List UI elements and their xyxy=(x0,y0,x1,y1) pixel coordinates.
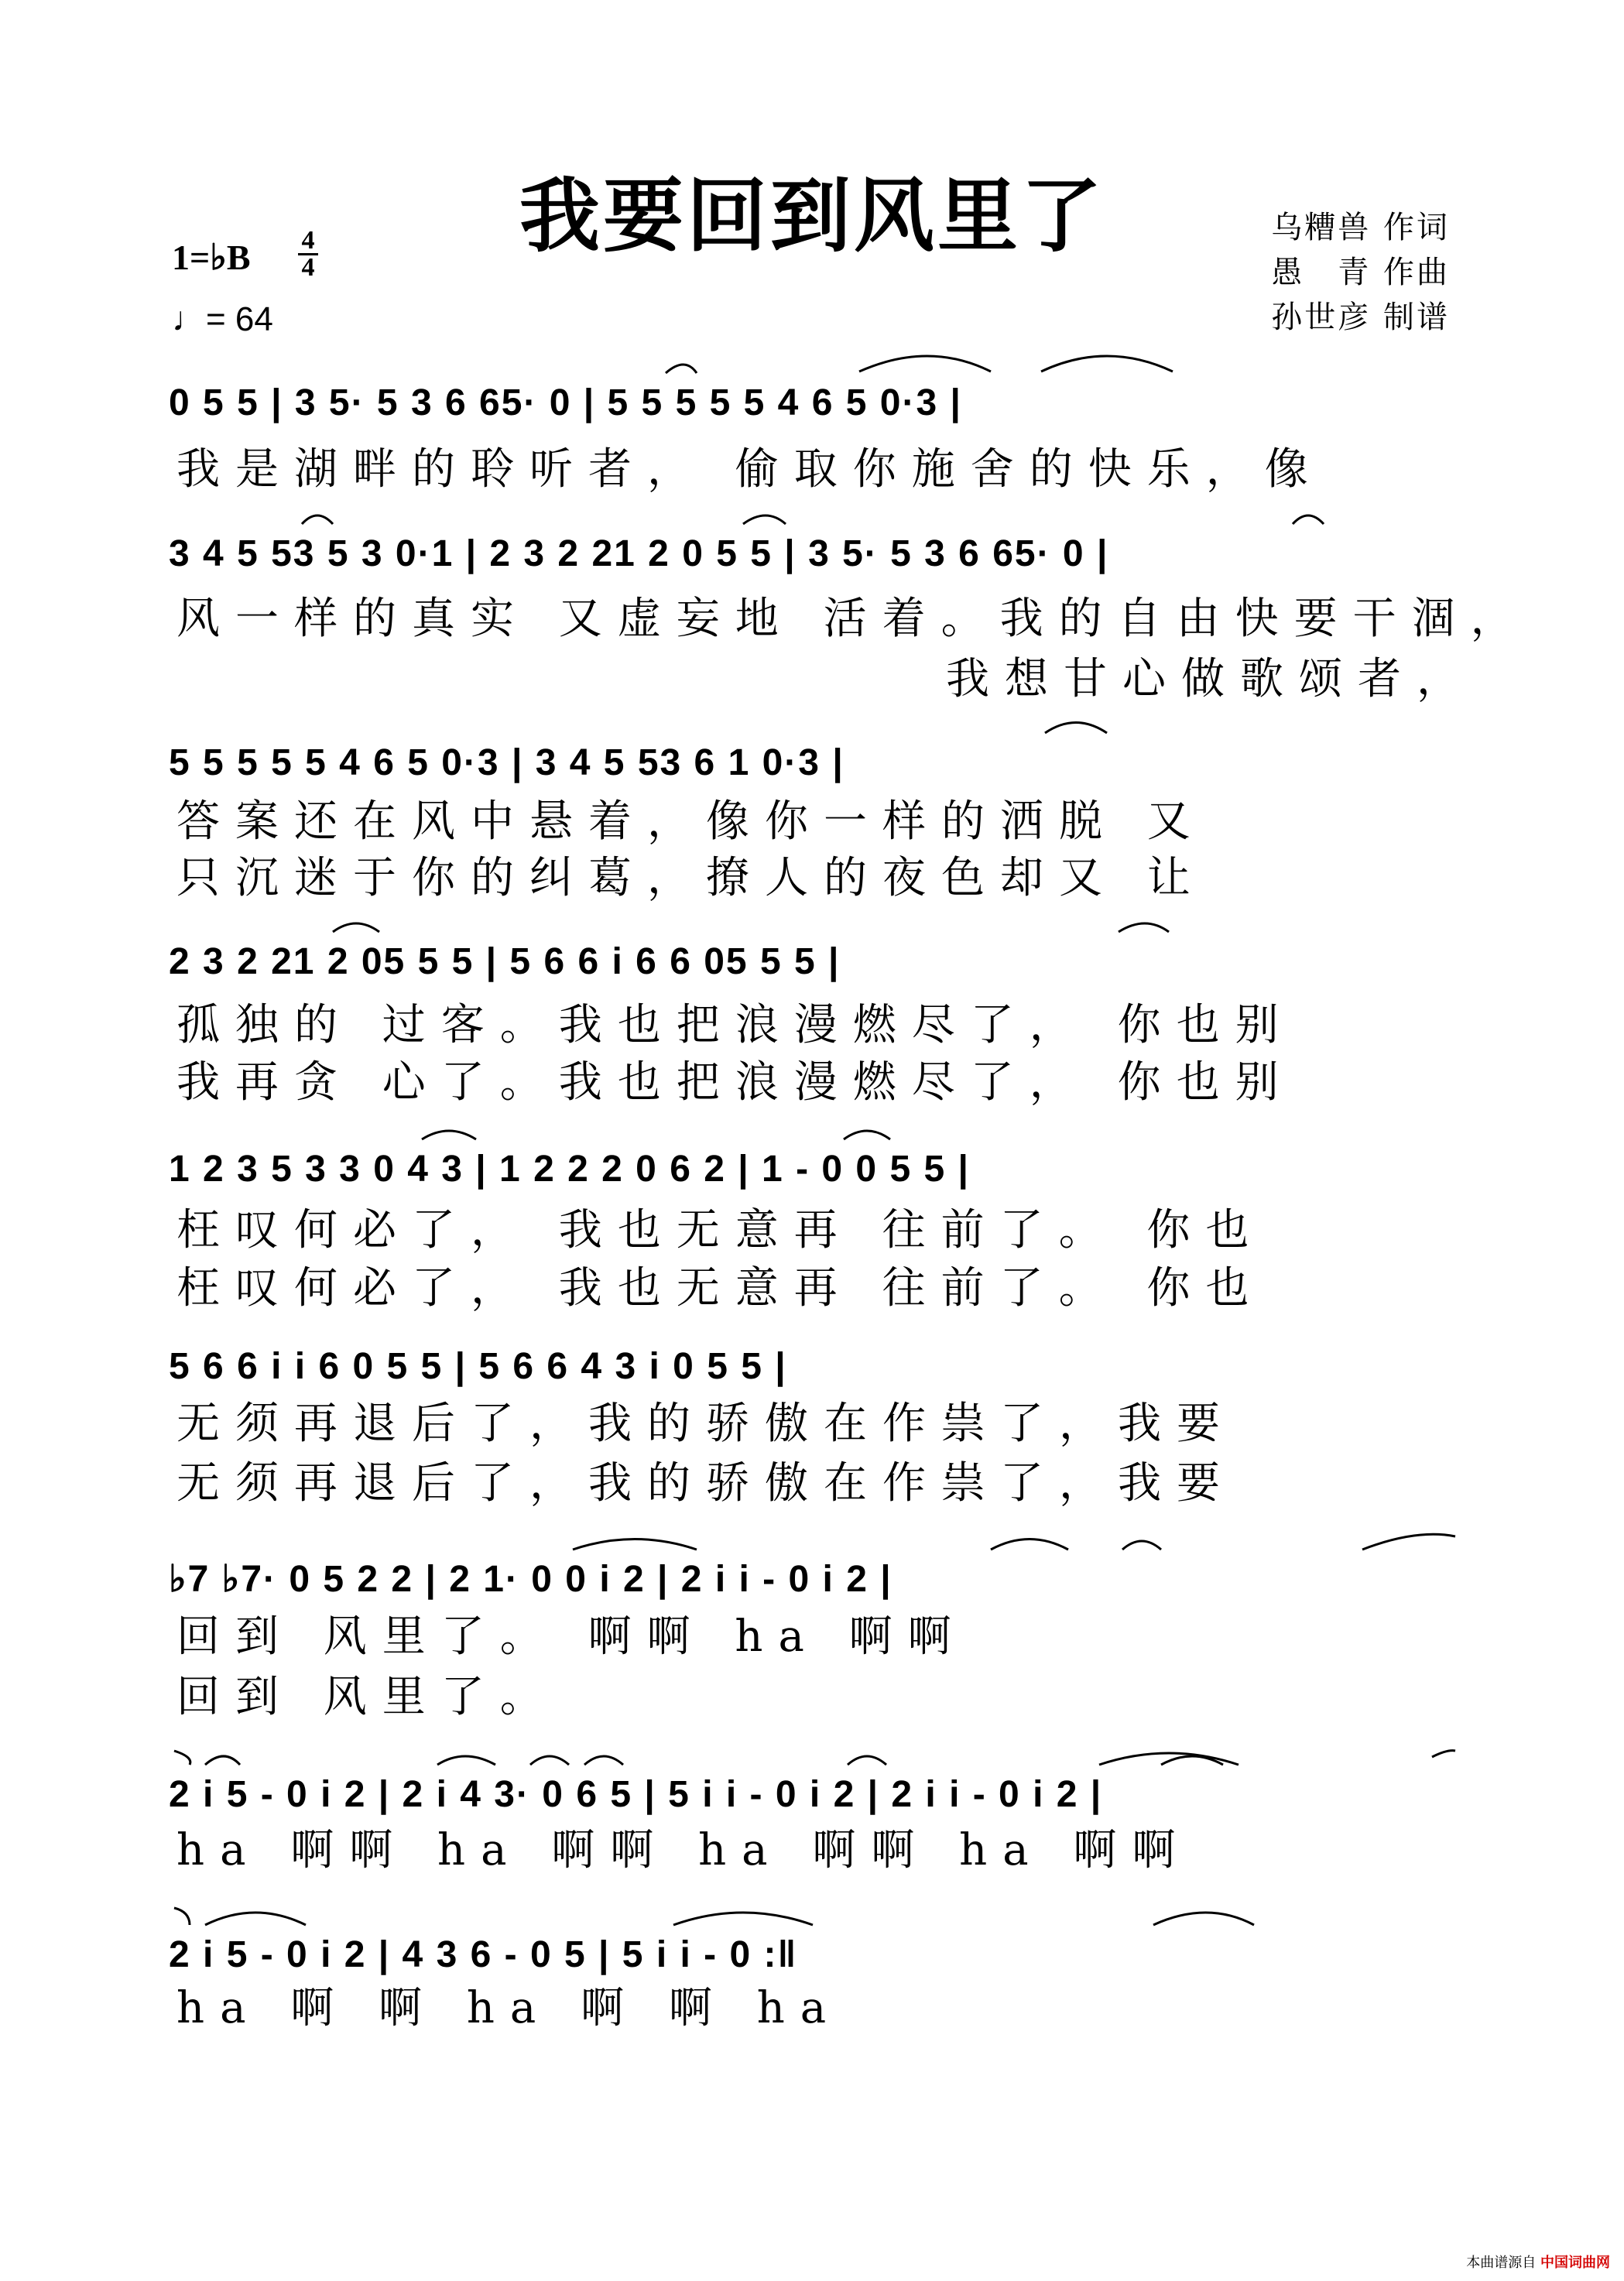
tie-arc xyxy=(1293,515,1324,524)
lyric-row-9-verse-1: ha 啊 啊 ha 啊 啊 ha xyxy=(176,1983,842,2033)
lyric-row-4-verse-2: 我再贪 心了。我也把浪漫燃尽了， 你也别 xyxy=(176,1057,1294,1108)
lyric-row-3-verse-1: 答案还在风中悬着，像你一样的洒脱 又 xyxy=(176,796,1206,847)
triplet-bracket xyxy=(859,356,991,372)
notation-row-5: 1 2 3 5 3 3 0 4 3 | 1 2 2 2 0 6 2 | 1 - 0 0 5 5 | xyxy=(169,1149,970,1190)
slur-arc xyxy=(205,1756,240,1765)
triplet-bracket xyxy=(1041,356,1173,372)
slur-arc xyxy=(1153,1913,1254,1925)
tie-arc xyxy=(666,365,697,373)
lyric-row-5-verse-1: 枉叹何必了， 我也无意再 往前了。 你也 xyxy=(176,1205,1265,1255)
lyric-row-1-verse-1: 我是湖畔的聆听者， 偷取你施舍的快乐，像 xyxy=(176,444,1324,495)
tie-arc xyxy=(743,515,786,524)
slur-arc xyxy=(1432,1751,1455,1757)
notation-row-1: 0 5 5 | 3 5· 5 3 6 65· 0 | 5 5 5 5 5 4 6 5 0·3 | xyxy=(169,382,962,423)
song-title: 我要回到风里了 xyxy=(519,168,1105,263)
lyric-row-6-verse-2: 无须再退后了，我的骄傲在作祟了，我要 xyxy=(176,1458,1235,1509)
tie-arc xyxy=(1045,723,1107,734)
slur-arc xyxy=(174,1751,190,1765)
slur-arc xyxy=(1362,1534,1455,1550)
notation-row-3: 5 5 5 5 5 4 6 5 0·3 | 3 4 5 53 6 1 0·3 | xyxy=(169,742,845,783)
tie-arc xyxy=(333,923,379,932)
footer-source-text: 本曲谱源自 xyxy=(1466,2255,1537,2271)
tempo-marking: ♩= 64 xyxy=(172,300,273,338)
slur-arc xyxy=(205,1913,306,1925)
lyric-row-2-verse-2: 我想甘心做歌颂者， xyxy=(946,654,1475,704)
notation-row-7: ♭7 ♭7· 0 5 2 2 | 2 1· 0 0 i 2 | 2 i i - 0 i 2 | xyxy=(169,1559,893,1600)
lyric-row-4-verse-1: 孤独的 过客。我也把浪漫燃尽了， 你也别 xyxy=(176,1000,1294,1050)
lyricist-credit: 乌糟兽 作词 xyxy=(1271,210,1450,245)
notation-row-6: 5 6 6 i i 6 0 5 5 | 5 6 6 4 3 i 0 5 5 | xyxy=(169,1346,787,1387)
slur-arc xyxy=(673,1913,813,1925)
slur-arc xyxy=(1122,1541,1161,1550)
slur-arc xyxy=(530,1756,569,1765)
tie-arc xyxy=(422,1131,476,1139)
key-signature: 1=♭B xyxy=(172,238,251,277)
tie-arc xyxy=(844,1131,890,1139)
time-signature-top: 4 xyxy=(301,226,315,255)
footer-site-link[interactable]: 中国词曲网 xyxy=(1540,2255,1610,2271)
notation-row-2: 3 4 5 53 5 3 0·1 | 2 3 2 21 2 0 5 5 | 3 5· 5 3 6 65· 0 | xyxy=(169,533,1109,574)
tie-arc xyxy=(1119,923,1169,932)
notation-row-9: 2 i 5 - 0 i 2 | 4 3 6 - 0 5 | 5 i i - 0 :‖ xyxy=(169,1934,798,1975)
lyric-row-5-verse-2: 枉叹何必了， 我也无意再 往前了。 你也 xyxy=(176,1263,1265,1313)
lyric-row-7-verse-2: 回到 风里了。 xyxy=(176,1672,559,1722)
arranger-credit: 孙世彦 制谱 xyxy=(1271,300,1450,335)
tie-arc xyxy=(573,1540,697,1550)
lyric-row-6-verse-1: 无须再退后了，我的骄傲在作祟了，我要 xyxy=(176,1399,1235,1449)
slur-arc xyxy=(174,1908,190,1925)
composer-credit: 愚 青 作曲 xyxy=(1271,255,1450,290)
lyric-row-2-verse-1: 风一样的真实 又虚妄地 活着。我的自由快要干涸， xyxy=(176,594,1530,644)
lyric-row-3-verse-2: 只沉迷于你的纠葛，撩人的夜色却又 让 xyxy=(176,853,1206,903)
notation-row-8: 2 i 5 - 0 i 2 | 2 i 4 3· 0 6 5 | 5 i i - 0 i 2 | 2 i i - 0 i 2 | xyxy=(169,1774,1103,1815)
source-footer xyxy=(1466,2252,1610,2272)
notation-row-4: 2 3 2 21 2 05 5 5 | 5 6 6 i 6 6 05 5 5 | xyxy=(169,941,841,982)
slur-arc xyxy=(584,1756,623,1765)
slur-arc xyxy=(848,1756,886,1765)
lyric-row-7-verse-1: 回到 风里了。 啊啊 ha 啊啊 xyxy=(176,1611,967,1662)
time-signature-bottom: 4 xyxy=(301,253,315,282)
lyric-row-8-verse-1: ha 啊啊 ha 啊啊 ha 啊啊 ha 啊啊 xyxy=(176,1825,1191,1875)
tie-arc xyxy=(302,515,333,524)
slur-arc xyxy=(991,1540,1068,1550)
slur-arc xyxy=(437,1756,495,1765)
